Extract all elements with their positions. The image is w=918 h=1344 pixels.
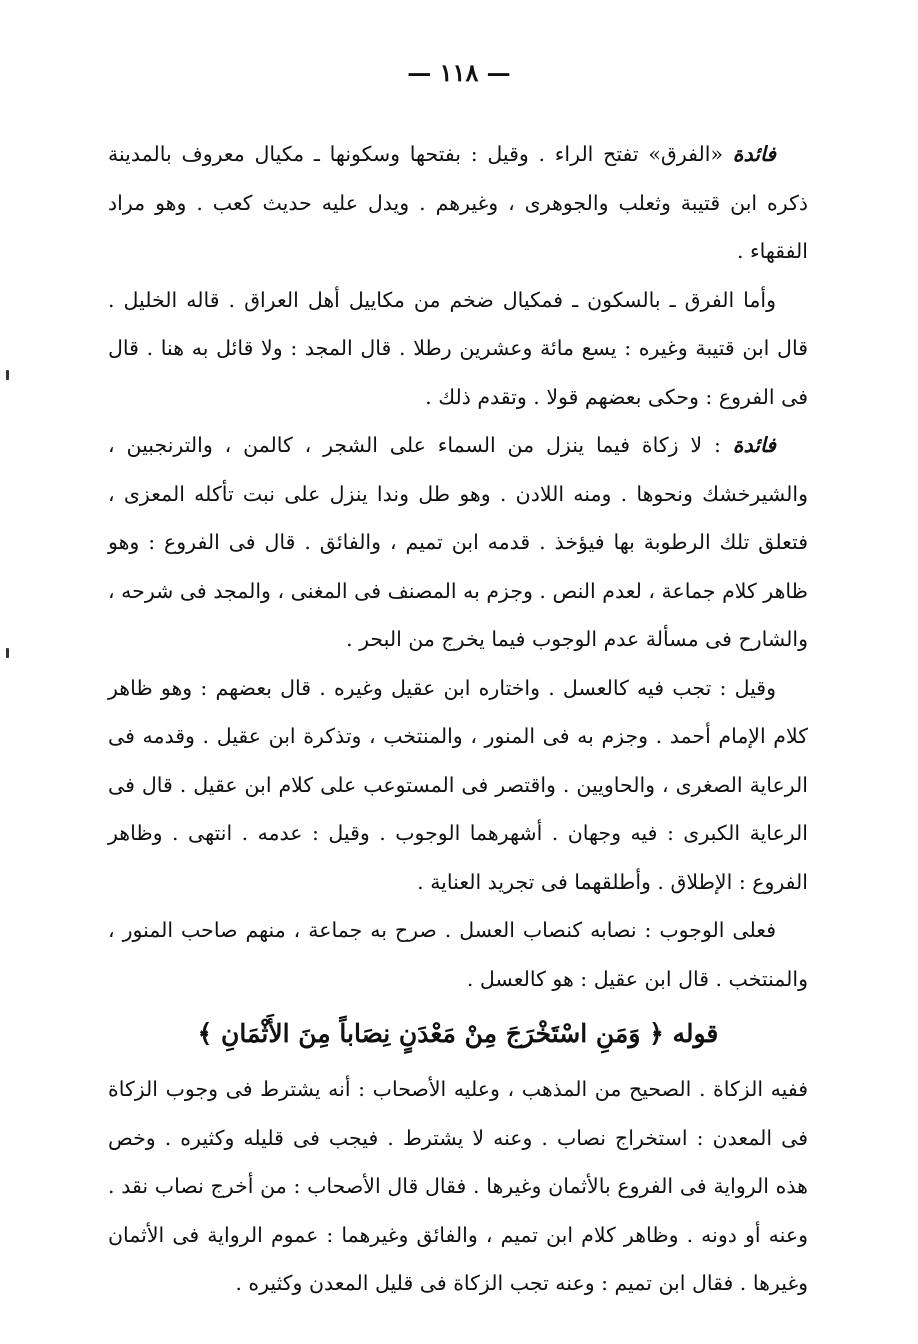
paragraph-nisab	[108, 906, 808, 1003]
section-heading	[108, 1003, 808, 1065]
heading-lead: قوله	[672, 1019, 719, 1048]
paragraph-text: «الفرق» تفتح الراء . وقيل : بفتحها وسكونها ـ مكيال معروف بالمدينة ذكره ابن قتيبة وثعلب والجوهرى ، وغيرهم . ويدل عليه حديث كعب . وهو مراد الفقهاء .	[108, 142, 808, 263]
paragraph-fariq-note	[108, 130, 808, 276]
page-number: — ١١٨ —	[407, 58, 511, 87]
margin-mark	[6, 648, 9, 658]
margin-mark	[6, 370, 9, 380]
note-term: فائدة	[732, 433, 776, 457]
paragraph-heavenly-dew-note	[108, 421, 808, 664]
paragraph-fariq-sukun	[108, 276, 808, 422]
paragraph-text: فعلى الوجوب : نصابه كنصاب العسل . صرح به جماعة ، منهم صاحب المنور ، والمنتخب . قال ابن عقيل : هو كالعسل .	[108, 918, 808, 991]
paragraph-obligation-opinion	[108, 664, 808, 907]
paragraph-text: وقيل : تجب فيه كالعسل . واختاره ابن عقيل وغيره . قال بعضهم : وهو ظاهر كلام الإمام أحمد . وجزم به فى المنور ، والمنتخب ، وتذكرة ابن عقيل . وقدمه فى الرعاية الصغرى ، والحاويين . واقتصر فى المستوعب على كلام ابن عقيل . قال فى الرعاية الكبرى : فيه وجهان . أشهرهما الوجوب . وقيل : عدمه . انتهى . وظاهر الفروع : الإطلاق . وأطلقهما فى تجريد العناية .	[108, 675, 808, 894]
paragraph-text: : لا زكاة فيما ينزل من السماء على الشجر ، كالمن ، والترنجبين ، والشيرخشك ونحوها . ومنه اللادن . وهو طل وندا ينزل على نبت تأكله المعزى ، فتعلق تلك الرطوبة بها فيؤخذ . قدمه ابن تميم ، والفائق . قال فى الفروع : وهو ظاهر كلام جماعة ، لعدم النص . وجزم به المصنف فى المغنى ، والمجد فى شرحه ، والشارح فى مسألة عدم الوجوب فيما يخرج من البحر .	[108, 433, 808, 651]
note-term: فائدة	[732, 142, 776, 166]
paragraph-text: وأما الفرق ـ بالسكون ـ فمكيال ضخم من مكاييل أهل العراق . قاله الخليل . قال ابن قتيبة وغيره : يسع مائة وعشرين رطلا . قال المجد : ولا قائل به هنا . قال فى الفروع : وحكى بعضهم قولا . وتقدم ذلك .	[108, 287, 808, 409]
body-text	[108, 130, 808, 1308]
paragraph-text: ففيه الزكاة . الصحيح من المذهب ، وعليه الأصحاب : أنه يشترط فى وجوب الزكاة فى المعدن : استخراج نصاب . وعنه لا يشترط . فيجب فى قليله وكثيره . وخص هذه الرواية فى الفروع بالأثمان وغيرها . فقال قال الأصحاب : من أخرج نصاب نقد . وعنه أو دونه . وظاهر كلام ابن تميم ، والفائق وغيرهما : عموم الرواية فى الأثمان وغيرها . فقال ابن تميم : وعنه تجب الزكاة فى قليل المعدن وكثيره .	[108, 1077, 808, 1295]
paragraph-mineral-zakat	[108, 1065, 808, 1308]
heading-verse: ﴿ وَمَنِ اسْتَخْرَجَ مِنْ مَعْدَنٍ نِصَاباً مِنَ الأَثْمَانِ ﴾	[197, 1019, 664, 1048]
